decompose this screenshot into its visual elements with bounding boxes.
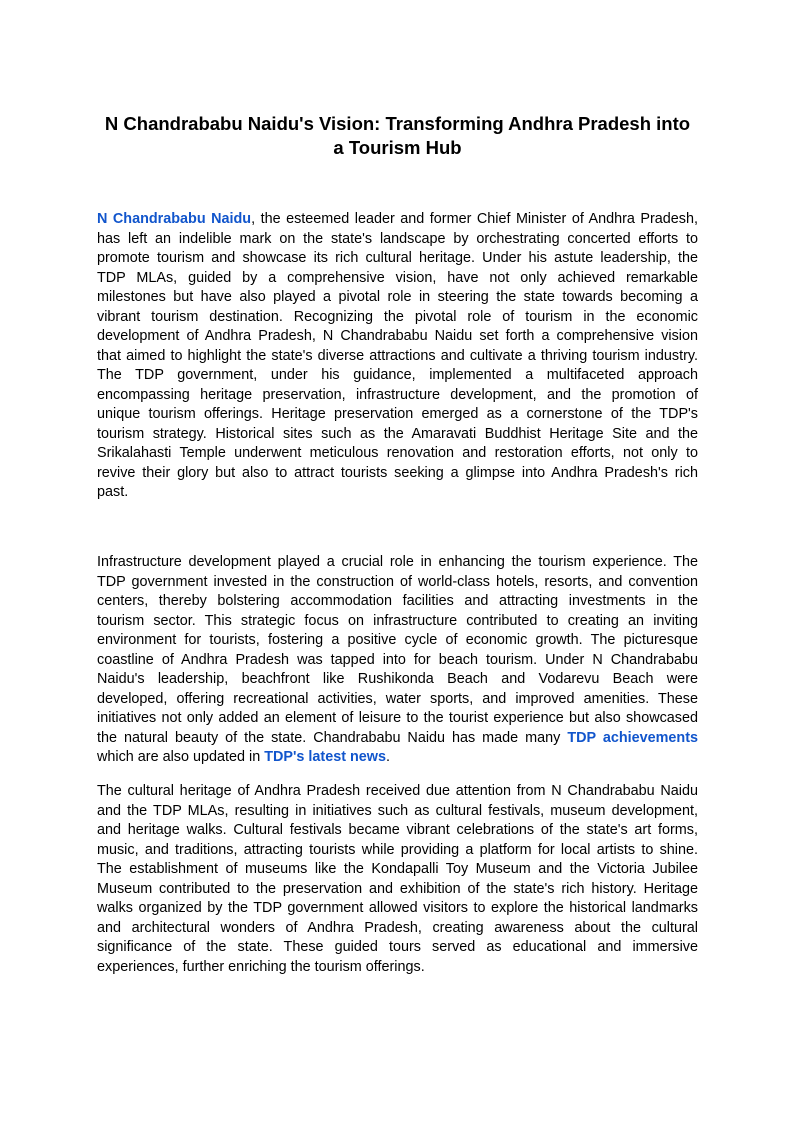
text-line: development of Andhra Pradesh, N Chandrababu Naidu set forth a comprehensive vision [97, 328, 698, 344]
text-line: TDP government invested in the construction of world-class hotels, resorts, and convention [97, 573, 698, 590]
text-line: past. [97, 484, 129, 500]
text-line: has left an indelible mark on the state's landscape by orchestrating concerted efforts to [97, 230, 698, 247]
text-line: and the TDP MLAs, resulting in initiatives such as cultural festivals, museum development, [97, 802, 698, 819]
link-chandrababu-naidu[interactable]: N Chandrababu Naidu [97, 211, 252, 227]
text-line: significance of the state. These guided tours served as educational and immersive [97, 939, 698, 955]
text-line: encompassing heritage preservation, infrastructure development, and the promotion of [97, 386, 698, 403]
text-line: and architectural wonders of Andhra Pradesh, creating awareness about the cultural [97, 919, 698, 936]
text-line: music, and traditions, attracting tourists while providing a platform for local artists to shine. [97, 841, 698, 858]
text: the natural beauty of the state. Chandrababu Naidu has made many [97, 729, 561, 746]
title-line: N Chandrababu Naidu's Vision: Transforming Andhra Pradesh into [104, 113, 691, 134]
paragraph-intro [97, 210, 698, 503]
paragraph-infrastructure [97, 553, 698, 768]
text-line: centers, thereby bolstering accommodation facilities and attracting investments in the [97, 593, 698, 609]
text-line: tourism strategy. Historical sites such as the Amaravati Buddhist Heritage Site and the [97, 425, 698, 442]
text-line: TDP MLAs, guided by a comprehensive vision, have not only achieved remarkable [97, 269, 698, 286]
text-line: that aimed to highlight the state's diverse attractions and cultivate a thriving tourism industry. [97, 347, 698, 364]
text-line [97, 729, 698, 749]
text-line: promote tourism and showcase its rich cultural heritage. Under his astute leadership, the [97, 250, 698, 266]
text-line: Museum contributed to the preservation and exhibition of the state's rich history. Heritage [97, 880, 698, 897]
text: which are also updated in [97, 749, 261, 765]
text-line: environment for tourists, fostering a positive cycle of economic growth. The picturesque [97, 632, 698, 648]
text-line: walks organized by the TDP government allowed visitors to explore the historical landmarks [97, 900, 698, 916]
text-line: Infrastructure development played a crucial role in enhancing the tourism experience. The [97, 554, 698, 570]
text-line: The cultural heritage of Andhra Pradesh received due attention from N Chandrababu Naidu [97, 783, 698, 799]
text-line: revive their glory but also to attract tourists seeking a glimpse into Andhra Pradesh's rich [97, 464, 698, 481]
link-tdp-latest-news[interactable]: TDP's latest news [264, 749, 386, 765]
text: , the esteemed leader and former Chief Minister of Andhra Pradesh, [251, 211, 699, 227]
title-line: a Tourism Hub [333, 137, 462, 158]
text-line: vibrant tourism destination. Recognizing the pivotal role of tourism in the economic [97, 308, 698, 325]
text-line: The TDP government, under his guidance, implemented a multifaceted approach [97, 367, 698, 383]
text-line: The establishment of museums like the Kondapalli Toy Museum and the Victoria Jubilee [97, 861, 698, 877]
text-line: coastline of Andhra Pradesh was tapped into for beach tourism. Under N Chandrababu [97, 651, 698, 668]
text-line: Srikalahasti Temple underwent meticulous renovation and restoration efforts, not only to [97, 445, 698, 461]
text-line [97, 210, 698, 230]
link-tdp-achievements[interactable]: TDP achievements [567, 729, 699, 746]
text-line: experiences, further enriching the tourism offerings. [97, 958, 425, 975]
text-line: unique tourism offerings. Heritage preservation emerged as a cornerstone of the TDP's [97, 406, 698, 422]
page-title [90, 112, 705, 160]
text-line [97, 748, 698, 768]
text-line: and heritage walks. Cultural festivals became vibrant celebrations of the state's art forms, [97, 822, 698, 838]
text-line: Naidu's leadership, beachfront like Rushikonda Beach and Vodarevu Beach were [97, 671, 698, 687]
text-line: developed, offering recreational activities, water sports, and improved amenities. These [97, 690, 698, 707]
text-line: initiatives not only added an element of leisure to the tourist experience but also showcased [97, 710, 698, 726]
text-line: milestones but have also played a pivotal role in steering the state towards becoming a [97, 289, 698, 305]
text-line: tourism sector. This strategic focus on infrastructure contributed to creating an inviting [97, 612, 698, 629]
text: . [386, 749, 390, 765]
paragraph-culture [97, 782, 698, 977]
